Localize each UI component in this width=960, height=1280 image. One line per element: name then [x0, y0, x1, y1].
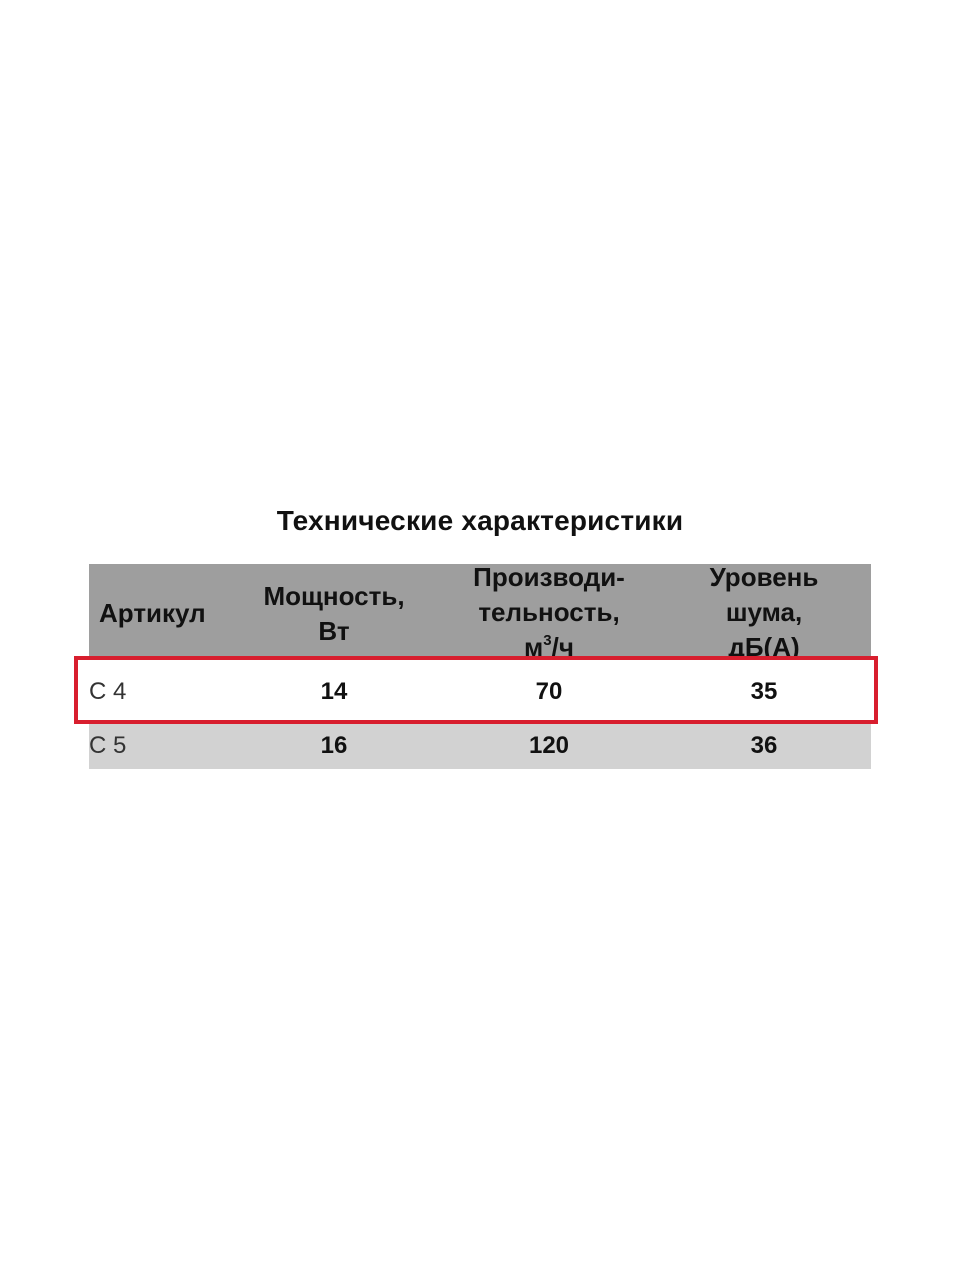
cell-noise: 35	[750, 678, 778, 705]
header-noise-line1: Уровень	[709, 564, 819, 592]
header-noise-line3: дБ(А)	[728, 632, 800, 660]
header-productivity	[439, 564, 659, 660]
header-power-line1: Мощность,	[263, 581, 405, 611]
table-header	[89, 564, 871, 660]
header-noise	[655, 564, 871, 660]
header-article: Артикул	[99, 598, 206, 628]
row-highlight-frame	[74, 656, 878, 724]
cell-noise: 36	[750, 731, 778, 759]
cell-productivity: 70	[535, 678, 563, 705]
cell-productivity: 120	[528, 731, 570, 759]
header-power-line2: Вт	[318, 616, 350, 646]
header-power	[225, 579, 443, 649]
cell-article: C 5	[89, 731, 127, 759]
header-noise-line2: шума,	[725, 597, 803, 627]
header-productivity-line1: Производи-	[473, 564, 625, 592]
cell-power: 14	[320, 678, 348, 705]
header-productivity-unit-tail: /ч	[551, 632, 574, 660]
cell-power: 16	[320, 731, 348, 759]
table-row	[89, 722, 871, 769]
header-productivity-line2: тельность,	[478, 597, 620, 627]
table-title: Технические характеристики	[276, 505, 684, 536]
header-productivity-unit-sup: 3	[543, 632, 552, 649]
cell-article: C 4	[89, 678, 127, 705]
header-productivity-unit-base: м	[524, 632, 544, 660]
